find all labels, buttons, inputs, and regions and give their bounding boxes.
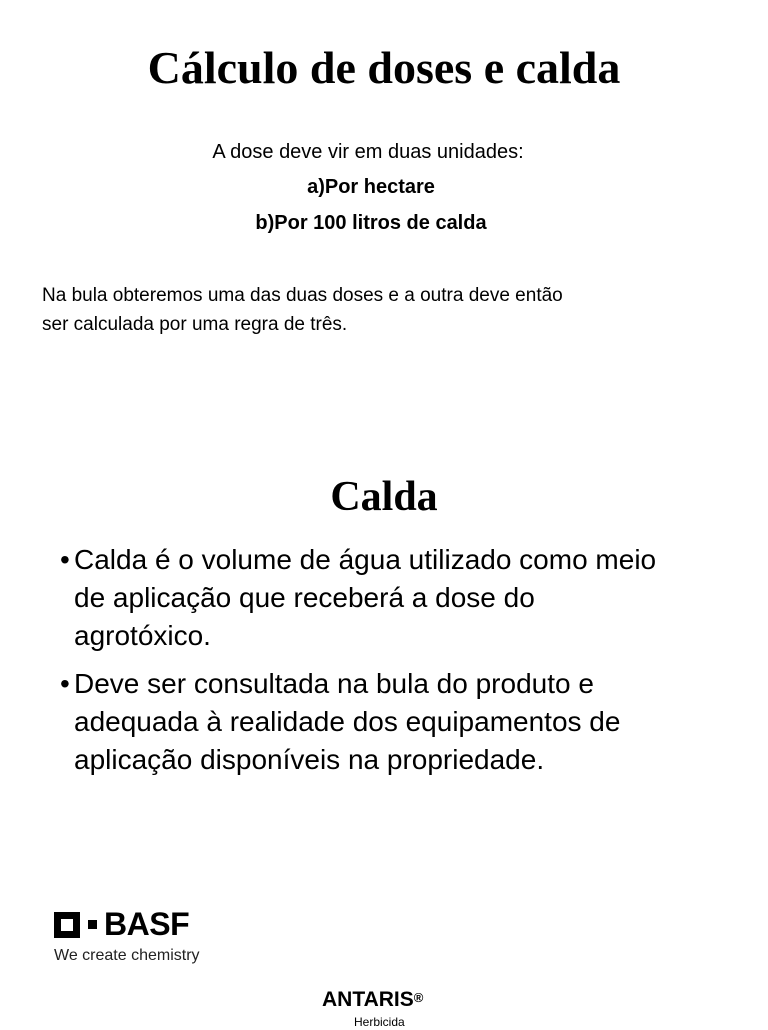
dose-unit-per-hectare: a)Por hectare — [307, 176, 435, 198]
dose-note — [42, 281, 732, 339]
product-name — [322, 986, 423, 1014]
section-title: Calda — [330, 474, 438, 520]
basf-square-icon — [54, 912, 80, 938]
bullet-dot: • — [60, 544, 70, 575]
dose-note-line: ser calculada por uma regra de três. — [42, 314, 348, 335]
bullet-item — [60, 541, 760, 655]
basf-dot-icon — [88, 920, 97, 929]
basf-slogan: We create chemistry — [54, 947, 200, 964]
product-name-text: ANTARIS — [322, 988, 414, 1011]
calda-bullet-list — [60, 541, 760, 789]
product-category: Herbicida — [354, 1015, 405, 1029]
bullet-line: Calda é o volume de água utilizado como meio — [74, 544, 657, 575]
bullet-line: adequada à realidade dos equipamentos de — [74, 706, 621, 737]
dose-unit-per-100-liters: b)Por 100 litros de calda — [255, 212, 487, 234]
bullet-line: Deve ser consultada na bula do produto e — [74, 668, 594, 699]
dose-note-line: Na bula obteremos uma das duas doses e a outra deve então — [42, 285, 563, 306]
bullet-line: agrotóxico. — [74, 620, 211, 651]
basf-logo — [54, 908, 224, 968]
registered-mark: ® — [413, 990, 424, 1005]
page-title: Cálculo de doses e calda — [147, 42, 621, 93]
bullet-item — [60, 665, 760, 779]
dose-units-intro: A dose deve vir em duas unidades: — [212, 141, 524, 163]
basf-wordmark: BASF — [104, 906, 190, 942]
bullet-dot: • — [60, 668, 70, 699]
bullet-line: aplicação disponíveis na propriedade. — [74, 744, 545, 775]
bullet-line: de aplicação que receberá a dose do — [74, 582, 535, 613]
